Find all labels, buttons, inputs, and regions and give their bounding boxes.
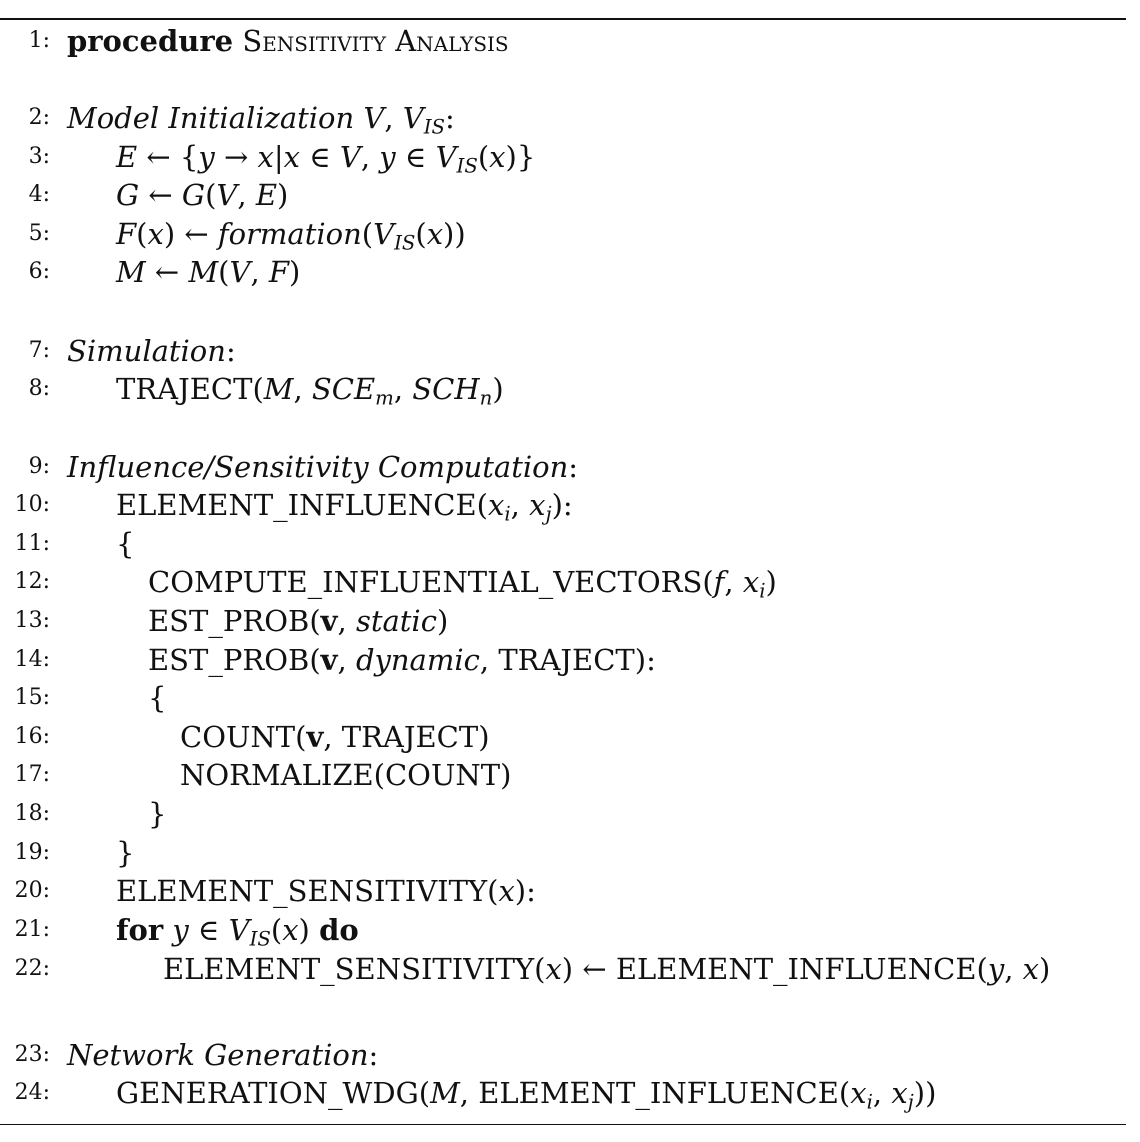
element-sensitivity-ref: ELEMENT_SENSITIVITY [163, 952, 535, 986]
algo-line [0, 795, 1126, 833]
line-number: 16: [14, 724, 50, 749]
keyword-for: for [116, 913, 164, 947]
line-number: 5: [28, 221, 50, 246]
algo-line [0, 641, 1126, 679]
generation-wdg-call: GENERATION_WDG [116, 1076, 419, 1110]
line-number: 11: [14, 531, 50, 556]
line-code: EST_PROB(v, dynamic, TRAJECT): [148, 643, 656, 677]
line-code: ELEMENT_SENSITIVITY(x) ← ELEMENT_INFLUENCE(y, x) [163, 952, 1051, 986]
line-number: 15: [14, 685, 50, 710]
traject-ref: TRAJECT [498, 643, 635, 677]
line-code: Simulation: [67, 334, 236, 368]
formation-function: formation [217, 217, 362, 251]
line-code: for y ∈ $V_{IS}(x)$ do [116, 913, 359, 951]
algo-line [0, 525, 1126, 563]
line-code: E ← {y → x|x ∈ V, y ∈ $V_{IS}(x)$} [116, 140, 536, 178]
line-code: $ELEMENT\_INFLUENCE(x_i$, $x_j$): [116, 488, 573, 526]
line-code: GENERATION_WDG(M, $ELEMENT\_INFLUENCE(x_i$, $x_j$)) [116, 1076, 937, 1114]
line-number: 24: [14, 1080, 50, 1105]
section-simulation: Simulation [67, 334, 226, 368]
line-number: 3: [28, 144, 50, 169]
line-number: 1: [28, 28, 50, 53]
line-code: M ← M(V, F) [116, 255, 301, 289]
line-code: ELEMENT_SENSITIVITY(x): [116, 874, 536, 908]
line-number: 7: [28, 338, 50, 363]
algo-line [0, 950, 1126, 988]
line-code: { [116, 527, 135, 561]
line-number: 18: [14, 801, 50, 826]
line-code: } [116, 836, 135, 870]
line-code: { [148, 681, 167, 715]
element-influence-ref: ELEMENT_INFLUENCE [478, 1076, 839, 1110]
algo-line [0, 448, 1126, 486]
compute-vectors-call: COMPUTE_INFLUENTIAL_VECTORS [148, 565, 703, 599]
algo-line [0, 718, 1126, 756]
line-code: COUNT(v, TRAJECT) [180, 720, 490, 754]
algo-line [0, 1036, 1126, 1074]
line-number: 21: [14, 917, 50, 942]
line-code: Influence/Sensitivity Computation: [67, 450, 579, 484]
algo-line [0, 22, 1126, 60]
est-prob-call: EST_PROB [148, 643, 310, 677]
line-number: 20: [14, 878, 50, 903]
normalize-call: NORMALIZE [180, 758, 374, 792]
element-influence-call: ELEMENT_INFLUENCE [116, 488, 477, 522]
line-number: 22: [14, 956, 50, 981]
line-code: F(x) ← $formation(V_{IS}(x))$ [116, 217, 466, 255]
section-influence: Influence/Sensitivity Computation [67, 450, 569, 484]
line-code: COMPUTE_INFLUENTIAL_VECTORS(f, $x_i$) [148, 565, 777, 603]
line-number: 10: [14, 492, 50, 517]
line-code: TRAJECT(M, $SCE_m$, $SCH_n$) [116, 372, 504, 410]
top-rule [0, 18, 1126, 20]
element-influence-ref: ELEMENT_INFLUENCE [615, 952, 977, 986]
algo-line [0, 872, 1126, 910]
algo-line [0, 99, 1126, 137]
count-ref: COUNT [384, 758, 501, 792]
line-code: Model Initialization V, $V_{IS}$: [67, 101, 455, 139]
algo-line [0, 602, 1126, 640]
section-model-initialization: Model Initialization [67, 101, 355, 135]
line-code: NORMALIZE(COUNT) [180, 758, 512, 792]
algo-line [0, 253, 1126, 291]
line-number: 9: [28, 454, 50, 479]
line-number: 8: [28, 376, 50, 401]
algo-line [0, 370, 1126, 408]
line-code: G ← G(V, E) [116, 178, 289, 212]
algo-line [0, 563, 1126, 601]
line-code: } [148, 797, 167, 831]
keyword-do: do [319, 913, 359, 947]
line-code [67, 22, 509, 60]
algo-line [0, 176, 1126, 214]
dynamic-arg: dynamic [355, 643, 480, 677]
count-call: COUNT [180, 720, 296, 754]
line-number: 19: [14, 840, 50, 865]
algo-line [0, 834, 1126, 872]
line-number: 23: [14, 1042, 50, 1067]
line-number: 2: [28, 105, 50, 130]
line-code: Network Generation: [67, 1038, 379, 1072]
line-number: 17: [14, 762, 50, 787]
bottom-rule [0, 1124, 1126, 1125]
element-sensitivity-call: ELEMENT_SENSITIVITY [116, 874, 488, 908]
procedure-name: Sensitivity Analysis [242, 24, 509, 58]
traject-call: TRAJECT [116, 372, 253, 406]
line-code: EST_PROB(v, static) [148, 604, 449, 638]
algo-line [0, 1074, 1126, 1112]
line-number: 14: [14, 647, 50, 672]
line-number: 13: [14, 608, 50, 633]
traject-ref: TRAJECT [341, 720, 479, 754]
algo-line [0, 332, 1126, 370]
line-number: 6: [28, 259, 50, 284]
algo-line [0, 215, 1126, 253]
algo-line [0, 756, 1126, 794]
algo-line [0, 486, 1126, 524]
est-prob-call: EST_PROB [148, 604, 310, 638]
algo-line [0, 911, 1126, 949]
line-number: 12: [14, 569, 50, 594]
static-arg: static [355, 604, 437, 638]
algo-line [0, 138, 1126, 176]
keyword-procedure: procedure [67, 24, 234, 58]
algo-line [0, 679, 1126, 717]
line-number: 4: [28, 182, 50, 207]
section-network-generation: Network Generation [67, 1038, 369, 1072]
